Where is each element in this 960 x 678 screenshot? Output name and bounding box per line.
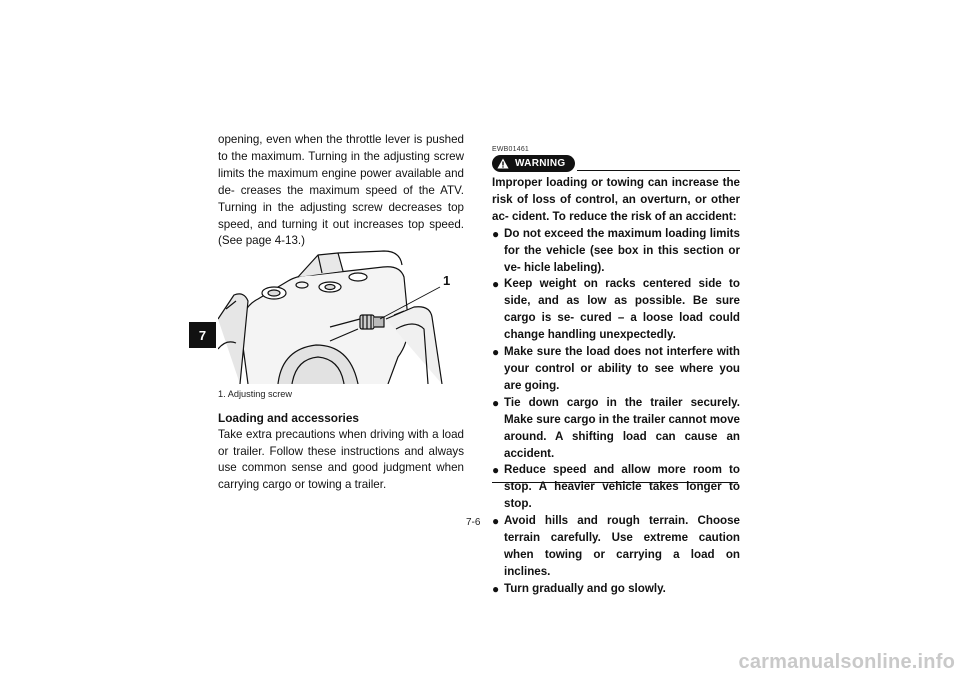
list-item-text: Do not exceed the maximum loading limits for the vehicle (see box in this section or ve- hicle labeling). <box>504 226 740 274</box>
throttle-housing-illustration <box>218 249 464 384</box>
adjusting-screw-figure <box>218 249 464 384</box>
list-item <box>492 395 740 463</box>
warning-badge <box>492 155 575 172</box>
warning-header-rule <box>577 170 740 171</box>
list-item <box>492 344 740 395</box>
warning-end-rule <box>492 482 738 483</box>
list-item-text: Turn gradually and go slowly. <box>504 581 666 595</box>
list-item-text: Make sure the load does not interfere with your control or ability to see where you are going. <box>504 345 740 392</box>
figure-caption: 1. Adjusting screw <box>218 389 293 399</box>
list-item <box>492 276 740 344</box>
loading-section <box>218 410 464 494</box>
list-item-text: Avoid hills and rough terrain. Choose terrain carefully. Use extreme caution when towing or carrying a load on inclines. <box>504 514 740 578</box>
bullet-icon: ● <box>492 463 500 478</box>
warning-list <box>492 226 740 598</box>
intro-paragraph: opening, even when the throttle lever is pushed to the maximum. Turning in the adjusting screw limits the maximum engine power available and de- creases the maximum speed of the ATV. Turning in the adjusting screw decreases top speed, and turning it out increases top speed. (See page 4-13.) <box>218 133 464 248</box>
bullet-icon: ● <box>492 395 500 410</box>
list-item <box>492 226 740 277</box>
section-text: Take extra precautions when driving with a load or trailer. Follow these instructions and always use common sense and good judgment when carrying cargo or towing a trailer. <box>218 427 464 492</box>
list-item-text: Reduce speed and allow more room to stop. A heavier vehicle takes longer to stop. <box>504 463 740 511</box>
warning-body <box>492 175 740 598</box>
bullet-icon: ● <box>492 514 500 529</box>
warning-box <box>492 146 740 598</box>
bullet-icon: ● <box>492 581 500 596</box>
left-column <box>218 132 464 250</box>
list-item-text: Keep weight on racks centered side to side, and as low as possible. Be sure cargo is se- cured – a loose load could change handling unexpectedly. <box>504 277 740 342</box>
watermark: carmanualsonline.info <box>738 650 955 673</box>
page-number: 7-6 <box>466 517 481 528</box>
list-item-text: Tie down cargo in the trailer securely. Make sure cargo in the trailer cannot move around. A shifting load can cause an accident. <box>504 395 740 460</box>
figure-callout: 1 <box>443 273 451 288</box>
list-item <box>492 513 740 581</box>
warning-code: EWB01461 <box>492 146 530 153</box>
warning-label: WARNING <box>515 158 566 169</box>
section-heading: Loading and accessories <box>218 411 359 425</box>
bullet-icon: ● <box>492 345 500 360</box>
warning-intro: Improper loading or towing can increase the risk of loss of control, an overturn, or other ac- cident. To reduce the risk of an accident: <box>492 176 740 223</box>
list-item <box>492 462 740 513</box>
warning-triangle-icon <box>497 158 509 169</box>
warning-header <box>492 155 740 172</box>
list-item <box>492 581 740 598</box>
bullet-icon: ● <box>492 226 500 241</box>
chapter-tab: 7 <box>189 322 216 348</box>
bullet-icon: ● <box>492 277 500 292</box>
